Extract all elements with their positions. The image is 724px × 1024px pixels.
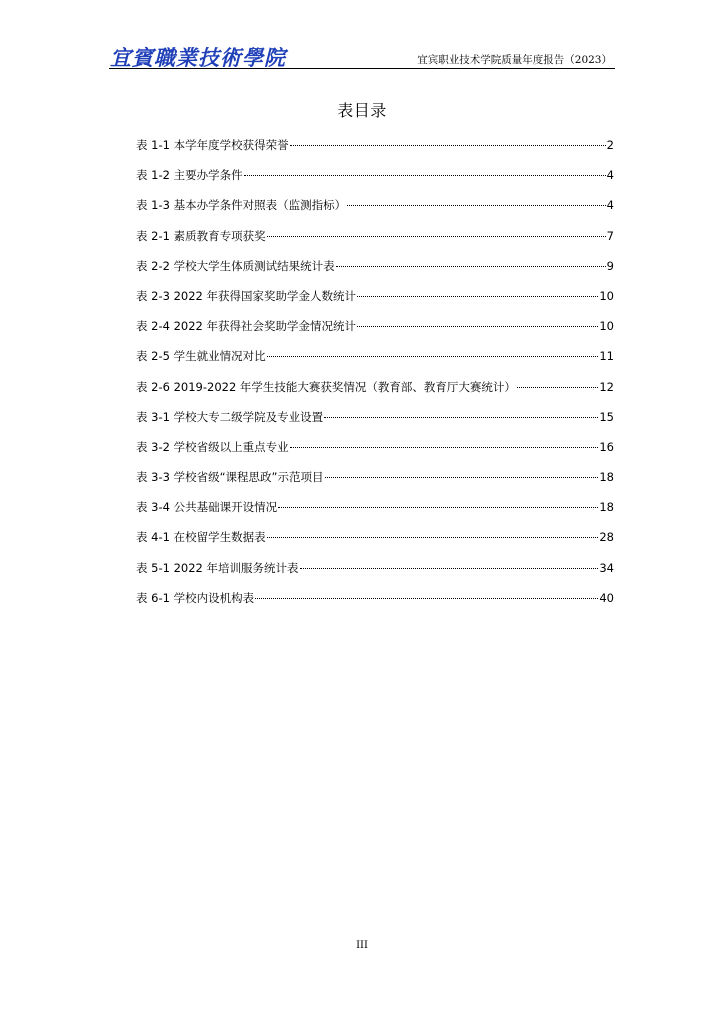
- toc-entry[interactable]: [136, 560, 614, 590]
- toc-entry-page: 15: [599, 409, 614, 424]
- toc-entry[interactable]: [136, 288, 614, 318]
- toc-entry[interactable]: [136, 529, 614, 559]
- toc-entry-label: 表 4-1 在校留学生数据表: [136, 530, 266, 545]
- toc-entry-page: 28: [599, 530, 614, 545]
- toc-entry-label: 表 1-3 基本办学条件对照表（监测指标）: [136, 198, 347, 213]
- toc-entry-page: 4: [606, 168, 614, 183]
- toc-dot-leader: [336, 266, 606, 267]
- toc-entry-label: 表 3-2 学校省级以上重点专业: [136, 439, 289, 454]
- toc-entry-page: 2: [606, 138, 614, 152]
- toc-entry-page: 16: [599, 439, 614, 454]
- header-divider: [109, 68, 615, 69]
- toc-entry-page: 7: [606, 228, 614, 243]
- toc-dot-leader: [300, 568, 599, 569]
- toc-entry-label: 表 2-2 学校大学生体质测试结果统计表: [136, 258, 335, 273]
- toc-entry-page: 4: [606, 198, 614, 213]
- toc-dot-leader: [267, 356, 599, 357]
- toc-dot-leader: [517, 387, 598, 388]
- toc-entry[interactable]: [136, 348, 614, 378]
- toc-entry-label: 表 1-1 本学年度学校获得荣誉: [136, 138, 289, 152]
- toc-entry-page: 40: [599, 590, 614, 605]
- toc-entry-label: 表 3-3 学校省级“课程思政”示范项目: [136, 470, 324, 485]
- toc-entry-label: 表 1-2 主要办学条件: [136, 168, 243, 183]
- toc-entry-page: 18: [599, 500, 614, 515]
- toc-dot-leader: [278, 507, 598, 508]
- toc-entry-label: 表 5-1 2022 年培训服务统计表: [136, 560, 299, 575]
- toc-entry-label: 表 3-4 公共基础课开设情况: [136, 500, 278, 515]
- toc-entry-page: 10: [599, 288, 614, 303]
- toc-dot-leader: [244, 175, 606, 176]
- toc-entry-label: 表 3-1 学校大专二级学院及专业设置: [136, 409, 324, 424]
- toc-entry[interactable]: [136, 379, 614, 409]
- page-number: III: [356, 940, 368, 951]
- toc-entry-page: 18: [599, 470, 614, 485]
- table-of-tables: [136, 137, 614, 620]
- toc-dot-leader: [267, 537, 599, 538]
- toc-entry-label: 表 2-6 2019-2022 年学生技能大赛获奖情况（教育部、教育厅大赛统计）: [136, 379, 516, 394]
- toc-entry[interactable]: [136, 258, 614, 288]
- toc-entry-page: 34: [599, 560, 614, 575]
- toc-dot-leader: [255, 598, 598, 599]
- report-header-title: 宜宾职业技术学院质量年度报告（2023）: [417, 54, 612, 66]
- toc-dot-leader: [357, 296, 598, 297]
- toc-entry-label: 表 6-1 学校内设机构表: [136, 590, 255, 605]
- toc-entry[interactable]: [136, 228, 614, 258]
- toc-entry[interactable]: [136, 469, 614, 499]
- toc-entry[interactable]: [136, 137, 614, 167]
- toc-entry[interactable]: [136, 167, 614, 197]
- toc-entry[interactable]: [136, 318, 614, 348]
- toc-entry-page: 11: [599, 349, 614, 364]
- toc-entry-label: 表 2-1 素质教育专项获奖: [136, 228, 266, 243]
- toc-entry-page: 12: [599, 379, 614, 394]
- toc-dot-leader: [324, 417, 598, 418]
- toc-dot-leader: [290, 447, 599, 448]
- school-logo: 宜賓職業技術學院: [110, 45, 286, 70]
- toc-dot-leader: [325, 477, 599, 478]
- toc-entry[interactable]: [136, 439, 614, 469]
- page-title: 表目录: [337, 101, 387, 120]
- toc-dot-leader: [347, 205, 606, 206]
- toc-entry-page: 9: [606, 258, 614, 273]
- toc-entry-label: 表 2-5 学生就业情况对比: [136, 349, 266, 364]
- toc-dot-leader: [267, 236, 606, 237]
- toc-entry[interactable]: [136, 499, 614, 529]
- toc-entry-page: 10: [599, 319, 614, 334]
- toc-entry-label: 表 2-4 2022 年获得社会奖助学金情况统计: [136, 319, 357, 334]
- toc-entry[interactable]: [136, 409, 614, 439]
- toc-entry[interactable]: [136, 197, 614, 227]
- toc-dot-leader: [290, 145, 606, 146]
- toc-entry[interactable]: [136, 590, 614, 620]
- toc-dot-leader: [357, 326, 598, 327]
- toc-entry-label: 表 2-3 2022 年获得国家奖助学金人数统计: [136, 288, 357, 303]
